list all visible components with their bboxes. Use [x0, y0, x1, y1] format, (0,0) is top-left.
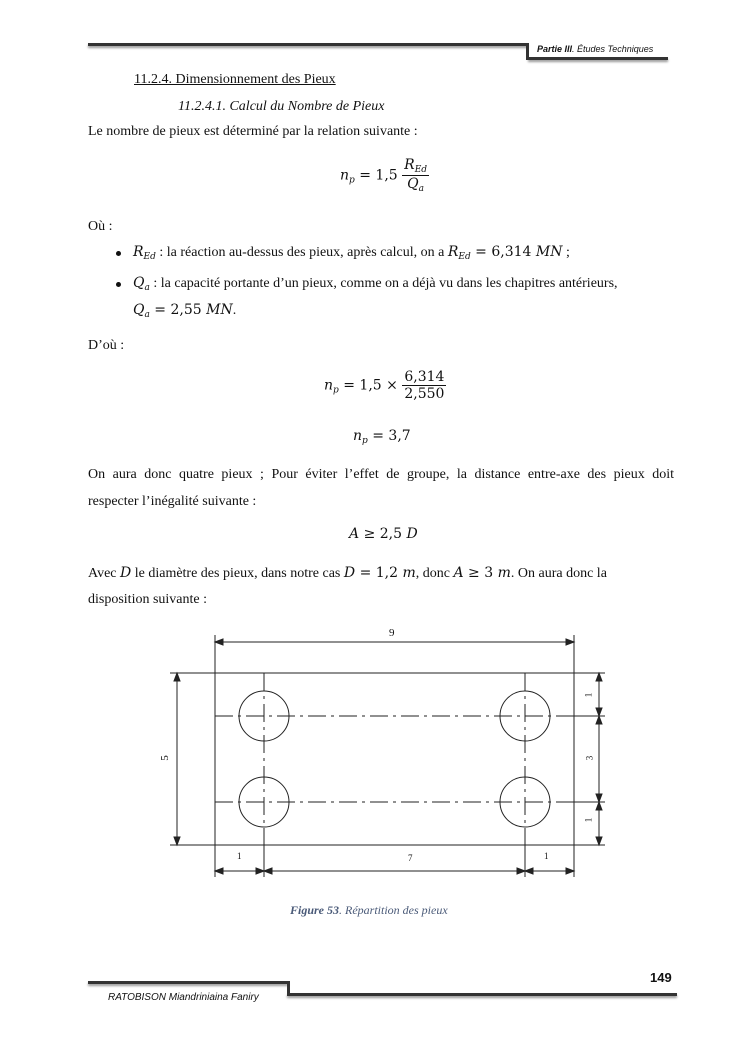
- header-rule-right: [528, 57, 668, 60]
- header-label: [537, 44, 653, 54]
- figure-caption-text: . Répartition des pieux: [339, 903, 448, 917]
- paragraph-disposition: disposition suivante :: [88, 592, 207, 607]
- header-rule-step: [526, 43, 529, 60]
- formula-np-result: $n_p = 3,7$: [353, 428, 411, 446]
- dim-label-top: 9: [389, 627, 395, 639]
- intro-text: Le nombre de pieux est déterminé par la relation suivante :: [88, 124, 418, 139]
- formula-np: $n_p = 1,5$ $\frac{R_{Ed}}{Q_a}$: [340, 157, 428, 194]
- dou-label: D’où :: [88, 338, 125, 353]
- pile-cap-outline: [215, 673, 574, 845]
- bullet-dot: [116, 251, 121, 256]
- subsection-title: 11.2.4.1. Calcul du Nombre de Pieux: [178, 99, 385, 114]
- bullet-red: $R_{Ed}$ : la réaction au-dessus des pieux, après calcul, on a $R_{Ed} = 6,314$ MN ;: [133, 244, 570, 262]
- page-number: 149: [650, 970, 672, 985]
- figure-label: Figure 53: [290, 903, 340, 917]
- formula-inequality: A ≥ 2,5 D: [349, 526, 418, 542]
- pile-layout-drawing: [150, 625, 610, 885]
- formula-np-calc: $n_p = 1,5$ × $\frac{6,314}{2,550}$: [324, 369, 445, 402]
- bullet-qa: $Q_a$ : la capacité portante d’un pieux, comme on a déjà vu dans les chapitres antérieurs,: [133, 275, 618, 293]
- dim-label-right-3: 1: [583, 817, 594, 823]
- dim-label-bottom-3: 1: [544, 851, 549, 861]
- footer-author: RATOBISON Miandriniaina Faniry: [108, 992, 259, 1003]
- dim-label-left: 5: [158, 755, 171, 761]
- footer-rule-right: [287, 993, 677, 996]
- paragraph-quatre-pieux-line2: respecter l’inégalité suivante :: [88, 494, 257, 509]
- dim-label-bottom-2: 7: [408, 853, 413, 863]
- ou-label: Où :: [88, 219, 113, 234]
- bullet-qa-value: $Q_a = 2,55$ MN.: [133, 302, 237, 320]
- paragraph-avec-d: Avec D le diamètre des pieux, dans notre cas D = 1,2 m, donc A ≥ 3 m. On aura donc la: [88, 565, 607, 581]
- header-part: Partie III: [537, 44, 573, 54]
- footer-rule-left: [88, 981, 288, 984]
- figure-caption: [290, 903, 448, 918]
- dim-label-right-2: 3: [584, 755, 595, 761]
- header-title: . Études Techniques: [572, 44, 654, 54]
- bullet-dot: [116, 282, 121, 287]
- dim-label-bottom-1: 1: [237, 851, 242, 861]
- header-rule: [88, 43, 528, 46]
- paragraph-quatre-pieux-line1: On aura donc quatre pieux ; Pour éviter l’effet de groupe, la distance entre-axe des pieux doit: [88, 467, 674, 482]
- dim-label-right-1: 1: [583, 692, 594, 698]
- section-title: 11.2.4. Dimensionnement des Pieux: [134, 72, 336, 87]
